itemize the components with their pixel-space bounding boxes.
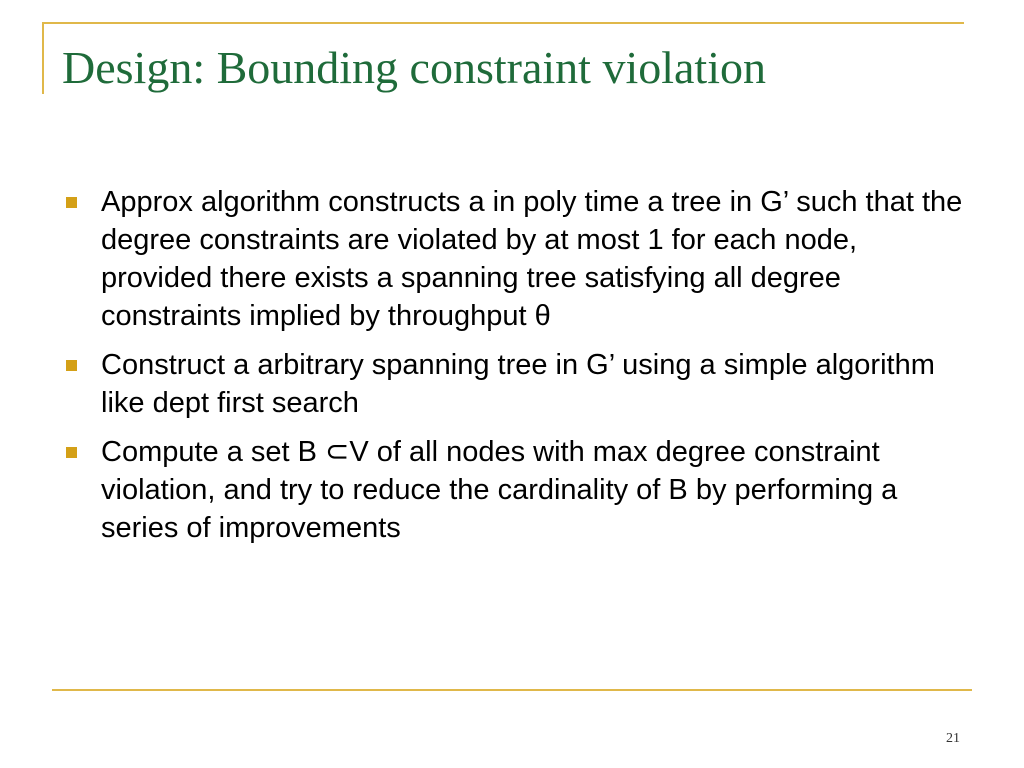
bottom-rule — [52, 689, 972, 691]
bullet-item — [64, 183, 964, 335]
bullet-list — [64, 183, 964, 558]
bullet-text: Compute a set B ⊂V of all nodes with max degree constraint violation, and try to reduce the cardinality of B by performing a series of improvements — [101, 436, 898, 544]
square-bullet-icon — [66, 360, 77, 371]
bullet-item — [64, 433, 964, 547]
square-bullet-icon — [66, 197, 77, 208]
bullet-item — [64, 346, 964, 422]
bullet-text: Construct a arbitrary spanning tree in G’ using a simple algorithm like dept first search — [101, 349, 935, 419]
bullet-text: Approx algorithm constructs a in poly time a tree in G’ such that the degree constraints are violated by at most 1 for each node, provided there exists a spanning tree satisfying all degree constraints implied by throughput θ — [101, 186, 963, 332]
square-bullet-icon — [66, 447, 77, 458]
top-rule — [42, 22, 964, 24]
page-number: 21 — [946, 731, 960, 746]
slide-title: Design: Bounding constraint violation — [62, 42, 766, 93]
left-rule — [42, 22, 44, 94]
